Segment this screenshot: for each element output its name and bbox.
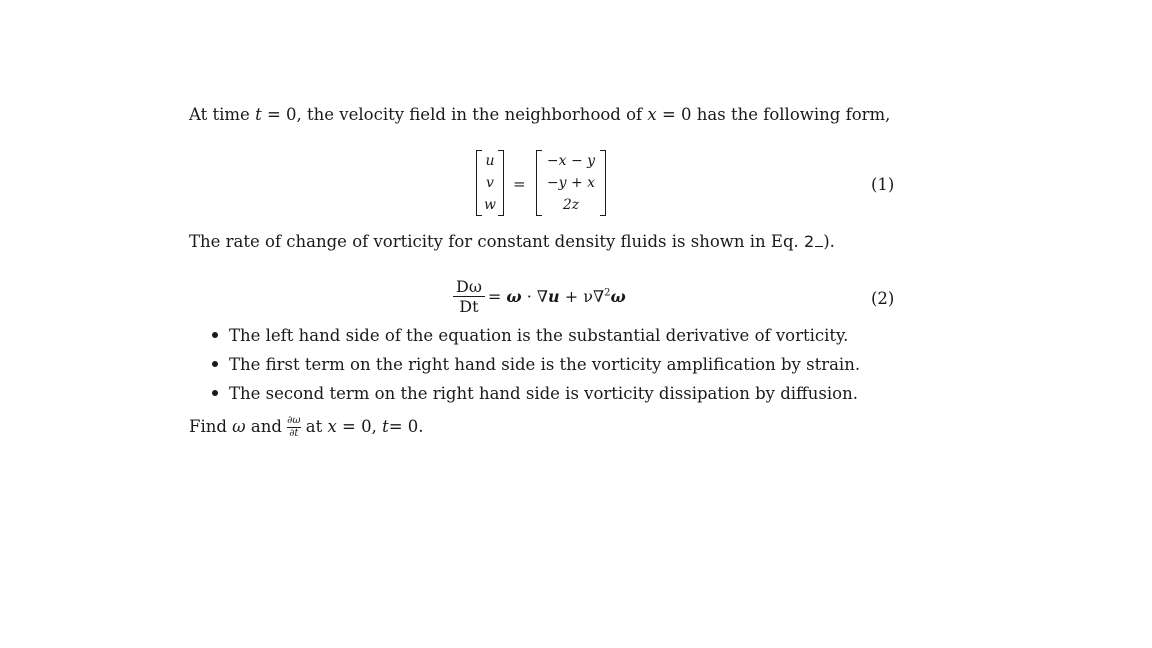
eq2-equals: = xyxy=(487,287,507,307)
question-line xyxy=(189,416,424,439)
omega-bold-1: ω xyxy=(506,287,522,307)
omega-bold-2: ω xyxy=(610,287,626,307)
bullet-text-1: The left hand side of the equation is the substantial derivative of vorticity. xyxy=(229,326,849,345)
lhs-v: v xyxy=(486,175,494,191)
left-bracket-close xyxy=(498,150,504,216)
equation-2-number: (2) xyxy=(871,289,895,308)
eq2-superscript: 2 xyxy=(604,287,611,299)
sentence-close: ). xyxy=(823,232,835,251)
bullet-icon xyxy=(212,390,218,396)
lhs-u: u xyxy=(485,153,495,169)
intro-text-2: = 0, the velocity field in the neighborhood of xyxy=(261,105,648,124)
lhs-vector xyxy=(482,154,498,212)
bullet-text-2: The first term on the right hand side is the vorticity amplification by strain. xyxy=(229,355,861,374)
list-item xyxy=(212,386,858,403)
find-mid: = 0, xyxy=(336,417,383,437)
intro-text-3: = 0 has the following form, xyxy=(656,105,891,124)
intro-sentence xyxy=(189,107,890,124)
fraction-numerator: Dω xyxy=(456,277,482,296)
equation-1 xyxy=(476,150,610,218)
u-bold: u xyxy=(548,287,560,307)
find-t: t xyxy=(382,417,389,437)
var-t: t xyxy=(255,105,262,124)
eq2-plus-nu: + ν∇ xyxy=(559,287,605,307)
find-and: and xyxy=(245,417,288,437)
bullet-icon xyxy=(212,361,218,367)
rhs-row-1: −x − y xyxy=(546,153,596,169)
rhs-row-2: −y + x xyxy=(546,175,596,191)
intro-text-1: At time xyxy=(189,105,256,124)
eq2-dot-nabla: · ∇ xyxy=(521,287,549,307)
bullet-icon xyxy=(212,332,218,338)
find-end: = 0. xyxy=(388,417,424,437)
var-x: x xyxy=(647,105,657,124)
right-bracket-close xyxy=(600,150,606,216)
find-x: x xyxy=(327,417,337,437)
material-derivative-fraction xyxy=(453,277,485,316)
handwritten-ref: 2 xyxy=(804,232,815,251)
rhs-vector xyxy=(540,154,602,212)
equation-2 xyxy=(453,277,626,316)
partial-derivative-fraction xyxy=(287,416,300,439)
fraction-denominator: Dt xyxy=(459,297,479,317)
equals-sign: = xyxy=(513,175,526,193)
rhs-row-3: 2z xyxy=(562,197,580,213)
vorticity-sentence xyxy=(189,234,835,251)
equation-2-rhs xyxy=(488,287,626,306)
partial-numerator: ∂ω xyxy=(287,415,301,426)
find-at: at xyxy=(300,417,328,437)
equation-1-number: (1) xyxy=(871,175,895,194)
vorticity-sentence-text: The rate of change of vorticity for constant density fluids is shown in Eq. xyxy=(189,232,804,251)
partial-denominator: ∂t xyxy=(289,428,299,439)
find-omega: ω xyxy=(232,417,246,437)
find-text: Find xyxy=(189,417,227,437)
bullet-text-3: The second term on the right hand side is vorticity dissipation by diffusion. xyxy=(229,384,858,403)
list-item xyxy=(212,357,860,374)
lhs-w: w xyxy=(484,197,496,213)
ref-underline xyxy=(815,246,823,247)
list-item xyxy=(212,328,848,345)
